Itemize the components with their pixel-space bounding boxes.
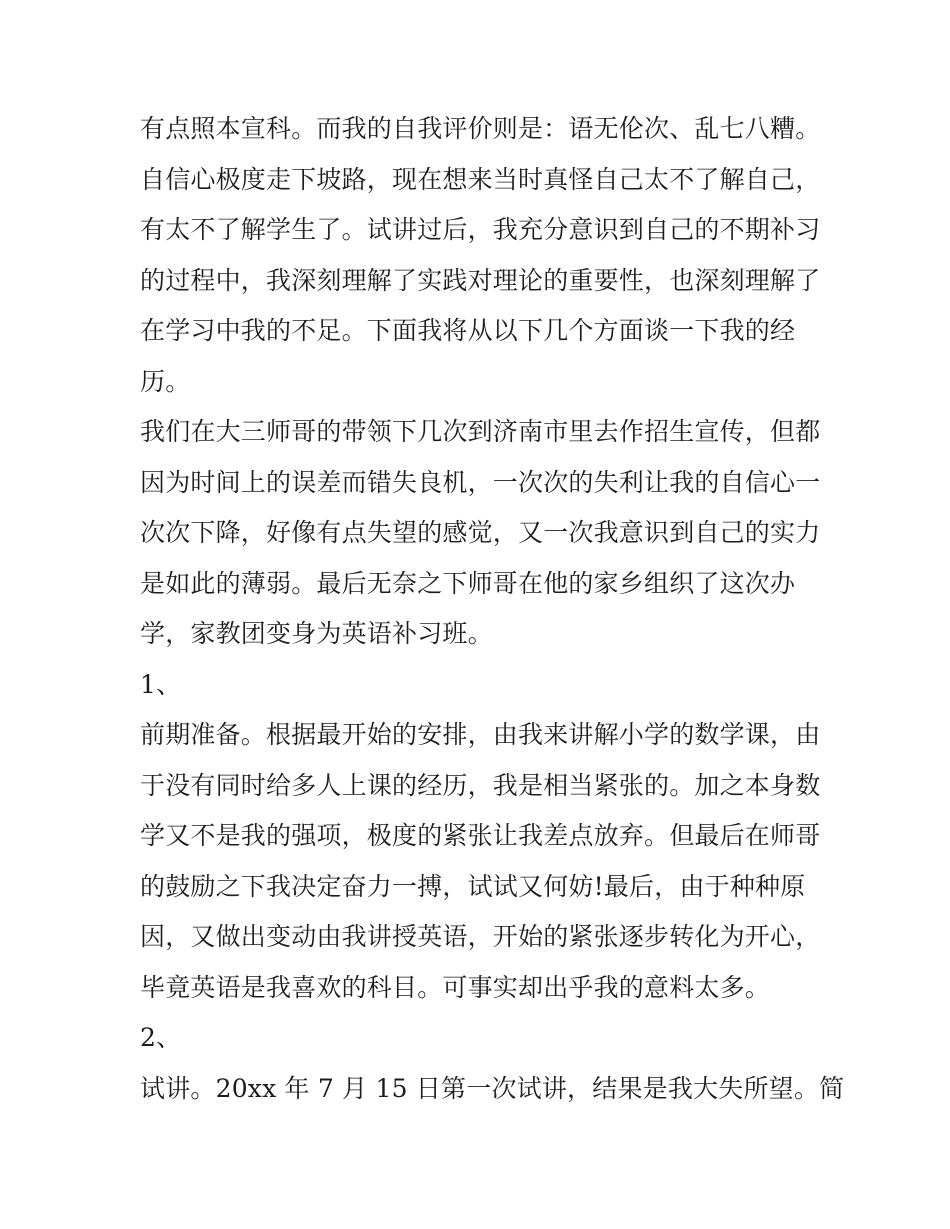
text-line: 历。 [140, 366, 191, 396]
text-line: 我们在大三师哥的带领下几次到济南市里去作招生宣传，但都 [140, 417, 821, 446]
text-line: 有点照本宣科。而我的自我评价则是：语无伦次、乱七八糟。 [140, 114, 821, 143]
list-number-line: 1、 [140, 669, 182, 699]
text-line: 的鼓励之下我决定奋力一搏，试试又何妨!最后，由于种种原 [140, 871, 806, 901]
text-line: 次次下降，好像有点失望的感觉，又一次我意识到自己的实力 [140, 518, 821, 547]
text-line: 有太不了解学生了。试讲过后，我充分意识到自己的不期补习 [140, 215, 821, 244]
text-line: 毕竟英语是我喜欢的科目。可事实却出乎我的意料太多。 [140, 972, 771, 1002]
text-line: 的过程中，我深刻理解了实践对理论的重要性，也深刻理解了 [140, 265, 821, 295]
text-line: 在学习中我的不足。下面我将从以下几个方面谈一下我的经 [140, 316, 796, 345]
text-line: 自信心极度走下坡路，现在想来当时真怪自己太不了解自己， [140, 164, 821, 194]
list-number-line: 2、 [140, 1023, 182, 1052]
paragraph [140, 1064, 845, 1115]
paragraph [140, 1013, 820, 1064]
text-line: 前期准备。根据最开始的安排，由我来讲解小学的数学课，由 [140, 720, 821, 749]
text-line: 于没有同时给多人上课的经历，我是相当紧张的。加之本身数 [140, 770, 821, 800]
paragraph [140, 407, 820, 660]
paragraph [140, 710, 820, 1013]
text-line: 因为时间上的误差而错失良机，一次次的失利让我的自信心一 [140, 467, 821, 497]
text-line: 学，家教团变身为英语补习班。 [140, 619, 493, 648]
text-line: 是如此的薄弱。最后无奈之下师哥在他的家乡组织了这次办 [140, 568, 796, 598]
text-line: 学又不是我的强项，极度的紧张让我差点放弃。但最后在师哥 [140, 821, 821, 850]
paragraph [140, 104, 820, 407]
paragraph [140, 660, 820, 711]
text-line: 试讲。20xx 年 7 月 15 日第一次试讲，结果是我大失所望。简 [140, 1073, 845, 1103]
text-line: 因，又做出变动由我讲授英语，开始的紧张逐步转化为开心， [140, 922, 821, 951]
